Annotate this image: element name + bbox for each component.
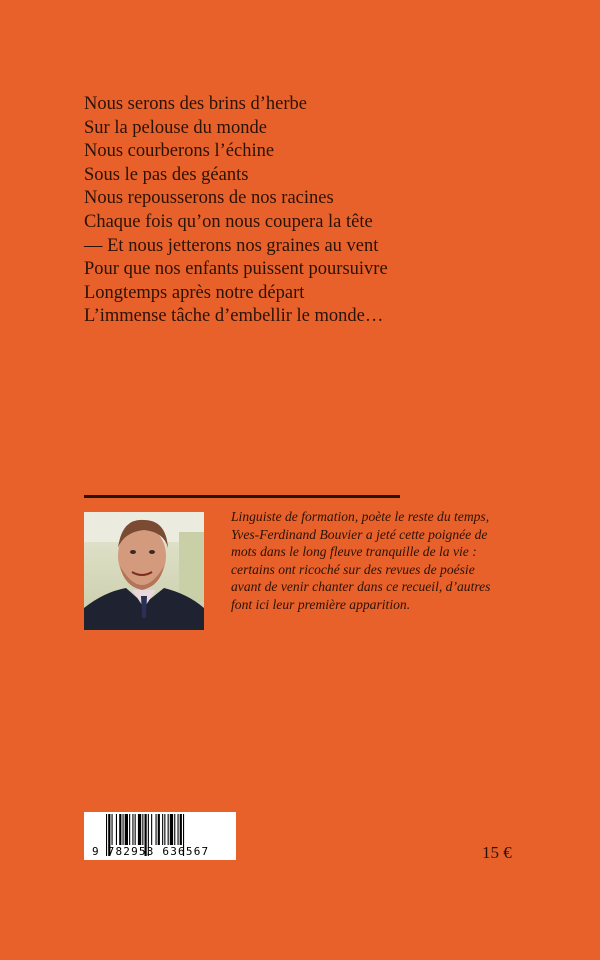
barcode-bar <box>112 814 113 845</box>
poem-line: L’immense tâche d’embellir le monde… <box>84 306 384 327</box>
barcode-bar <box>158 814 160 845</box>
bio-line: Linguiste de formation, poète le reste du temps, <box>231 509 490 524</box>
poem-line: Chaque fois qu’on nous coupera la tête <box>84 211 373 232</box>
poem-line: Nous repousserons de nos racines <box>84 188 334 209</box>
barcode-bar <box>142 814 143 845</box>
bio-line: certains ont ricoché sur des revues de poésie <box>231 561 475 577</box>
barcode-bar <box>168 814 169 845</box>
barcode-bar <box>170 814 173 845</box>
barcode-bar <box>180 814 182 845</box>
poem-line: — Et nous jetterons nos graines au vent <box>84 235 379 256</box>
bio-line: font ici leur première apparition. <box>231 596 411 612</box>
poem-line: Sous le pas des géants <box>84 164 249 185</box>
isbn-barcode <box>84 812 236 860</box>
bio-line: mots dans le long fleuve tranquille de la vie : <box>231 544 477 560</box>
barcode-bar <box>156 814 157 845</box>
barcode-bar <box>135 814 136 845</box>
barcode-bar <box>119 814 121 845</box>
barcode-bar <box>125 814 128 845</box>
poem-line: Longtemps après notre départ <box>84 282 305 303</box>
divider-rule <box>84 495 400 498</box>
poem-line: Pour que nos enfants puissent poursuivre <box>84 259 388 280</box>
barcode-bar <box>174 814 175 845</box>
barcode-bar <box>123 814 124 845</box>
bio-line: avant de venir chanter dans ce recueil, d’autres <box>231 579 491 595</box>
poem <box>84 93 388 329</box>
barcode-bar <box>116 814 117 845</box>
author-bio <box>231 508 541 614</box>
barcode-bar <box>138 814 141 845</box>
barcode-bar <box>162 814 163 845</box>
isbn-digits: 9 782953 636567 <box>92 845 210 858</box>
price: 15 € <box>482 843 512 862</box>
poem-line: Sur la pelouse du monde <box>84 117 267 138</box>
poem-line: Nous serons des brins d’herbe <box>84 94 307 114</box>
barcode-bar <box>164 814 165 845</box>
barcode-bar <box>178 814 179 845</box>
poem-line: Nous courberons l’échine <box>84 141 275 162</box>
barcode-bar <box>132 814 133 845</box>
author-photo <box>84 512 204 630</box>
barcode-bar <box>151 814 152 845</box>
bio-line: Yves-Ferdinand Bouvier a jeté cette poignée de <box>231 526 488 542</box>
barcode-bar <box>129 814 130 845</box>
